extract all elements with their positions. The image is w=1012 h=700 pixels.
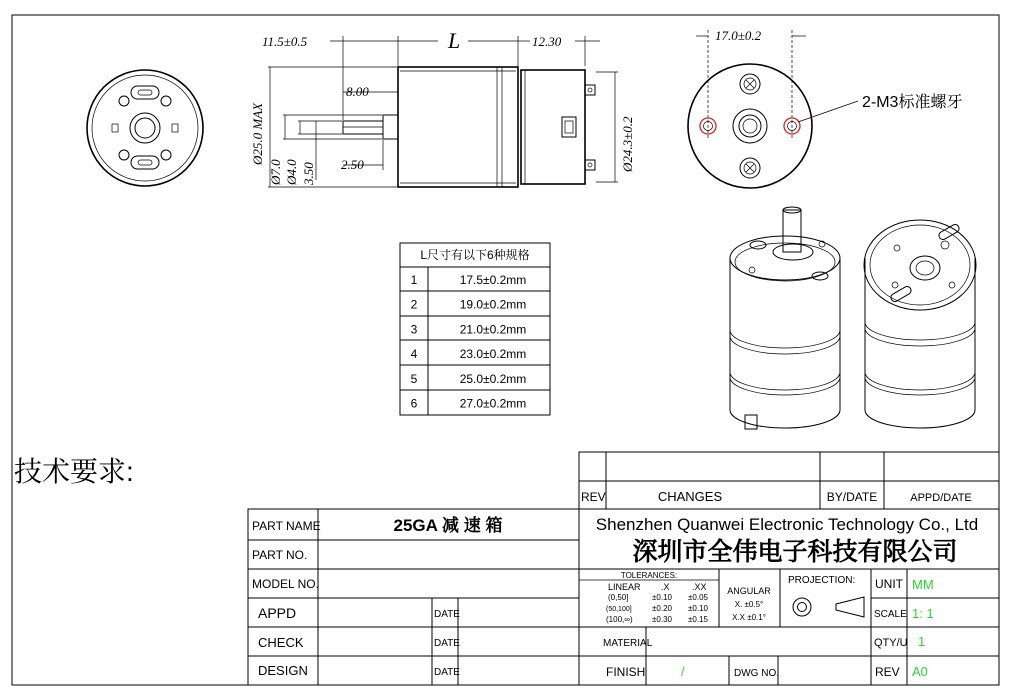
- tol-range-2-x: ±0.20: [652, 604, 672, 613]
- company-name-en: Shenzhen Quanwei Electronic Technology Co., Ltd: [595, 515, 979, 534]
- tol-linear-label: LINEAR: [608, 582, 641, 592]
- tol-xx-header: .XX: [692, 582, 707, 592]
- date-label-appd: DATE: [434, 609, 460, 620]
- dim-body-length: L: [448, 28, 461, 53]
- dwg-no-label: DWG NO.: [734, 668, 779, 679]
- check-label: CHECK: [258, 635, 304, 650]
- date-label-check: DATE: [434, 638, 460, 649]
- appd-label: APPD: [258, 605, 297, 621]
- material-label: MATERIAL: [603, 638, 653, 649]
- tolerances-label: TOLERANCES:: [620, 571, 678, 580]
- scale-value: 1: 1: [912, 606, 934, 621]
- projection-symbol-icon: [793, 597, 864, 617]
- dim-hole-spacing: 17.0±0.2: [715, 28, 762, 43]
- dim-body-dia: Ø25.0 MAX: [250, 102, 265, 165]
- design-label: DESIGN: [258, 663, 308, 678]
- part-name-label: PART NAME: [252, 519, 321, 533]
- dim-pitch: Ø24.3±0.2: [620, 116, 635, 172]
- spec-row-number: 3: [410, 322, 418, 337]
- tol-range-1-xx: ±0.05: [688, 593, 708, 602]
- dim-motor-length: 12.30: [532, 34, 562, 49]
- rev-header: REV: [581, 490, 606, 504]
- dim-shaft-flat: 8.00: [346, 84, 369, 99]
- rev-value-label: REV: [875, 665, 900, 679]
- tol-range-2-xx: ±0.10: [688, 604, 708, 613]
- title-block-grid: [248, 452, 999, 685]
- tol-angular-1: X. ±0.5°: [734, 600, 764, 609]
- spec-row-number: 6: [410, 396, 418, 411]
- spec-row-value: 17.5±0.2mm: [459, 273, 527, 287]
- iso-view-1: [730, 207, 840, 429]
- tech-requirements-heading: 技术要求:: [14, 456, 134, 487]
- tol-range-1-x: ±0.10: [652, 593, 672, 602]
- date-label-design: DATE: [434, 667, 460, 678]
- by-date-header: BY/DATE: [826, 490, 878, 504]
- changes-header: CHANGES: [657, 489, 723, 504]
- spec-table-title: L尺寸有以下6种规格: [420, 248, 530, 262]
- end-view-right: [688, 30, 858, 188]
- spec-row-number: 4: [410, 347, 418, 362]
- dim-shaft-dia: Ø7.0: [268, 159, 283, 185]
- spec-row-number: 1: [410, 273, 418, 287]
- spec-row-value: 25.0±0.2mm: [459, 371, 527, 386]
- tol-angular-label: ANGULAR: [727, 586, 771, 596]
- iso-view-2: [864, 220, 976, 428]
- tol-angular-2: X.X ±0.1°: [732, 613, 766, 622]
- side-view: [268, 36, 618, 187]
- finish-label: FINISH: [606, 665, 646, 679]
- model-no-label: MODEL NO.: [252, 577, 319, 591]
- part-name-value: 25GA 减 速 箱: [393, 516, 503, 535]
- spec-row-value: 27.0±0.2mm: [459, 396, 527, 411]
- spec-row-value: 19.0±0.2mm: [459, 297, 527, 312]
- dim-shaft-length: 11.5±0.5: [262, 34, 308, 49]
- tol-range-2: (50,100]: [606, 606, 632, 613]
- rev-value: A0: [912, 664, 928, 679]
- spec-row-number: 5: [410, 371, 418, 386]
- scale-label: SCALE: [874, 609, 907, 620]
- end-view-left: [87, 70, 203, 186]
- qty-label: QTY/U: [874, 637, 908, 649]
- tol-range-3-xx: ±0.15: [688, 615, 708, 624]
- appd-date-header: APPD/DATE: [910, 492, 972, 504]
- qty-value: 1: [918, 634, 926, 649]
- dim-flat-height: 3.50: [301, 162, 316, 185]
- tol-x-header: .X: [661, 582, 670, 592]
- tol-range-1: (0,50]: [608, 593, 629, 602]
- spec-row-value: 23.0±0.2mm: [459, 347, 527, 362]
- part-no-label: PART NO.: [252, 548, 308, 562]
- spec-row-number: 2: [410, 297, 418, 312]
- projection-label: PROJECTION:: [788, 575, 856, 586]
- hole-note: 2-M3标准螺牙: [862, 94, 963, 111]
- dim-flat-width: 2.50: [341, 157, 364, 172]
- dim-shaft-dia-2: Ø4.0: [284, 159, 299, 185]
- tol-range-3: (100,∞): [606, 615, 633, 624]
- finish-value: /: [681, 664, 685, 679]
- unit-value: MM: [912, 577, 934, 592]
- spec-row-value: 21.0±0.2mm: [459, 322, 527, 337]
- tol-range-3-x: ±0.30: [652, 615, 672, 624]
- unit-label: UNIT: [875, 577, 903, 591]
- company-name-cn: 深圳市全伟电子科技有限公司: [632, 538, 958, 566]
